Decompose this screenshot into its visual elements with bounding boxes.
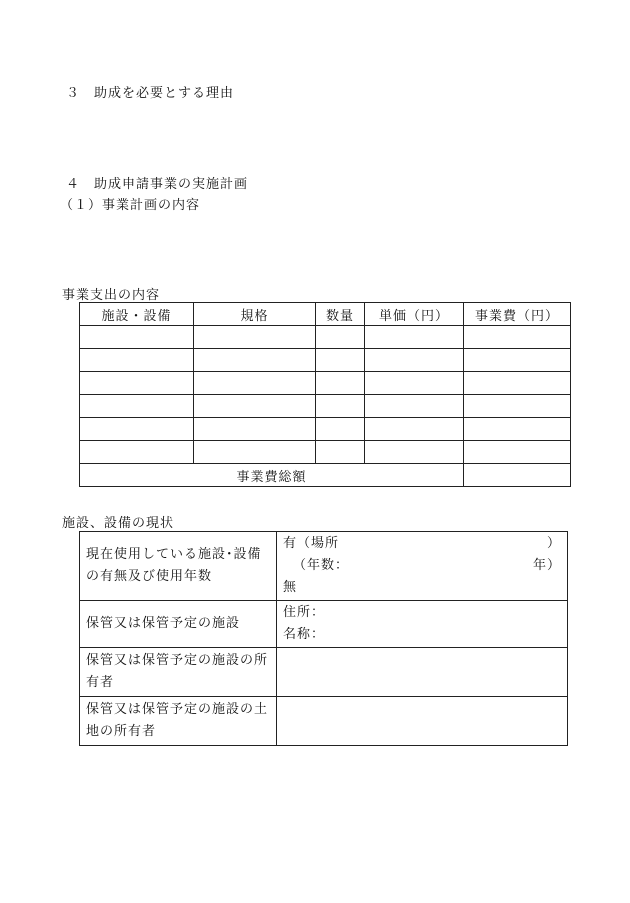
storage-facility-label: 保管又は保管予定の施設 bbox=[80, 601, 277, 648]
expense-table bbox=[79, 302, 571, 487]
current-facility-value[interactable] bbox=[277, 532, 568, 601]
table-cell[interactable] bbox=[316, 349, 365, 372]
table-cell[interactable] bbox=[365, 418, 464, 441]
table-cell[interactable] bbox=[316, 441, 365, 464]
land-owner-label: 保管又は保管予定の施設の土地の所有者 bbox=[80, 697, 277, 746]
table-cell[interactable] bbox=[80, 395, 194, 418]
table-cell[interactable] bbox=[194, 372, 316, 395]
current-facility-label: 現在使用している施設･設備の有無及び使用年数 bbox=[80, 532, 277, 601]
table-cell[interactable] bbox=[194, 349, 316, 372]
table-cell[interactable] bbox=[464, 441, 571, 464]
table-cell[interactable] bbox=[464, 372, 571, 395]
location-close: ） bbox=[546, 536, 561, 551]
table-cell[interactable] bbox=[194, 441, 316, 464]
address-label: 住所： bbox=[283, 605, 326, 620]
years-close: 年） bbox=[532, 558, 561, 573]
table-cell[interactable] bbox=[464, 326, 571, 349]
header-facility: 施設・設備 bbox=[80, 303, 194, 326]
expense-header-row bbox=[80, 303, 571, 326]
table-cell[interactable] bbox=[365, 395, 464, 418]
table-cell[interactable] bbox=[316, 395, 365, 418]
storage-facility-value[interactable] bbox=[277, 601, 568, 648]
total-label: 事業費総額 bbox=[80, 464, 464, 487]
facility-row-land-owner bbox=[80, 697, 568, 746]
table-row bbox=[80, 326, 571, 349]
total-value[interactable] bbox=[464, 464, 571, 487]
facility-row-current bbox=[80, 532, 568, 601]
table-cell[interactable] bbox=[194, 326, 316, 349]
table-cell[interactable] bbox=[365, 326, 464, 349]
table-cell[interactable] bbox=[316, 418, 365, 441]
facility-owner-value[interactable] bbox=[277, 648, 568, 697]
facility-title: 施設、設備の現状 bbox=[62, 516, 175, 531]
years-label: （年数： bbox=[293, 558, 350, 573]
header-cost: 事業費（円） bbox=[464, 303, 571, 326]
table-cell[interactable] bbox=[80, 418, 194, 441]
table-row bbox=[80, 395, 571, 418]
table-cell[interactable] bbox=[464, 395, 571, 418]
table-cell[interactable] bbox=[316, 326, 365, 349]
section-4-heading: ４ 助成申請事業の実施計画 bbox=[66, 177, 249, 192]
table-cell[interactable] bbox=[365, 349, 464, 372]
table-cell[interactable] bbox=[464, 418, 571, 441]
table-row bbox=[80, 349, 571, 372]
total-row bbox=[80, 464, 571, 487]
land-owner-value[interactable] bbox=[277, 697, 568, 746]
header-quantity: 数量 bbox=[316, 303, 365, 326]
table-row bbox=[80, 372, 571, 395]
section-4-1-heading: （１）事業計画の内容 bbox=[60, 198, 201, 213]
table-cell[interactable] bbox=[365, 372, 464, 395]
facility-row-owner bbox=[80, 648, 568, 697]
years-line bbox=[283, 555, 561, 577]
table-cell[interactable] bbox=[194, 395, 316, 418]
has-location-label: 有（場所 bbox=[283, 536, 340, 551]
none-label: 無 bbox=[283, 580, 298, 595]
header-spec: 規格 bbox=[194, 303, 316, 326]
table-row bbox=[80, 418, 571, 441]
facility-owner-label: 保管又は保管予定の施設の所有者 bbox=[80, 648, 277, 697]
table-cell[interactable] bbox=[316, 372, 365, 395]
location-line bbox=[283, 533, 561, 555]
table-row bbox=[80, 441, 571, 464]
facility-row-storage bbox=[80, 601, 568, 648]
table-cell[interactable] bbox=[80, 326, 194, 349]
table-cell[interactable] bbox=[464, 349, 571, 372]
table-cell[interactable] bbox=[80, 441, 194, 464]
table-cell[interactable] bbox=[194, 418, 316, 441]
name-label: 名称： bbox=[283, 627, 326, 642]
table-cell[interactable] bbox=[80, 349, 194, 372]
header-unit-price: 単価（円） bbox=[365, 303, 464, 326]
expenditure-title: 事業支出の内容 bbox=[62, 288, 161, 303]
table-cell[interactable] bbox=[365, 441, 464, 464]
facility-table bbox=[79, 531, 568, 746]
table-cell[interactable] bbox=[80, 372, 194, 395]
section-3-heading: ３ 助成を必要とする理由 bbox=[66, 86, 235, 101]
